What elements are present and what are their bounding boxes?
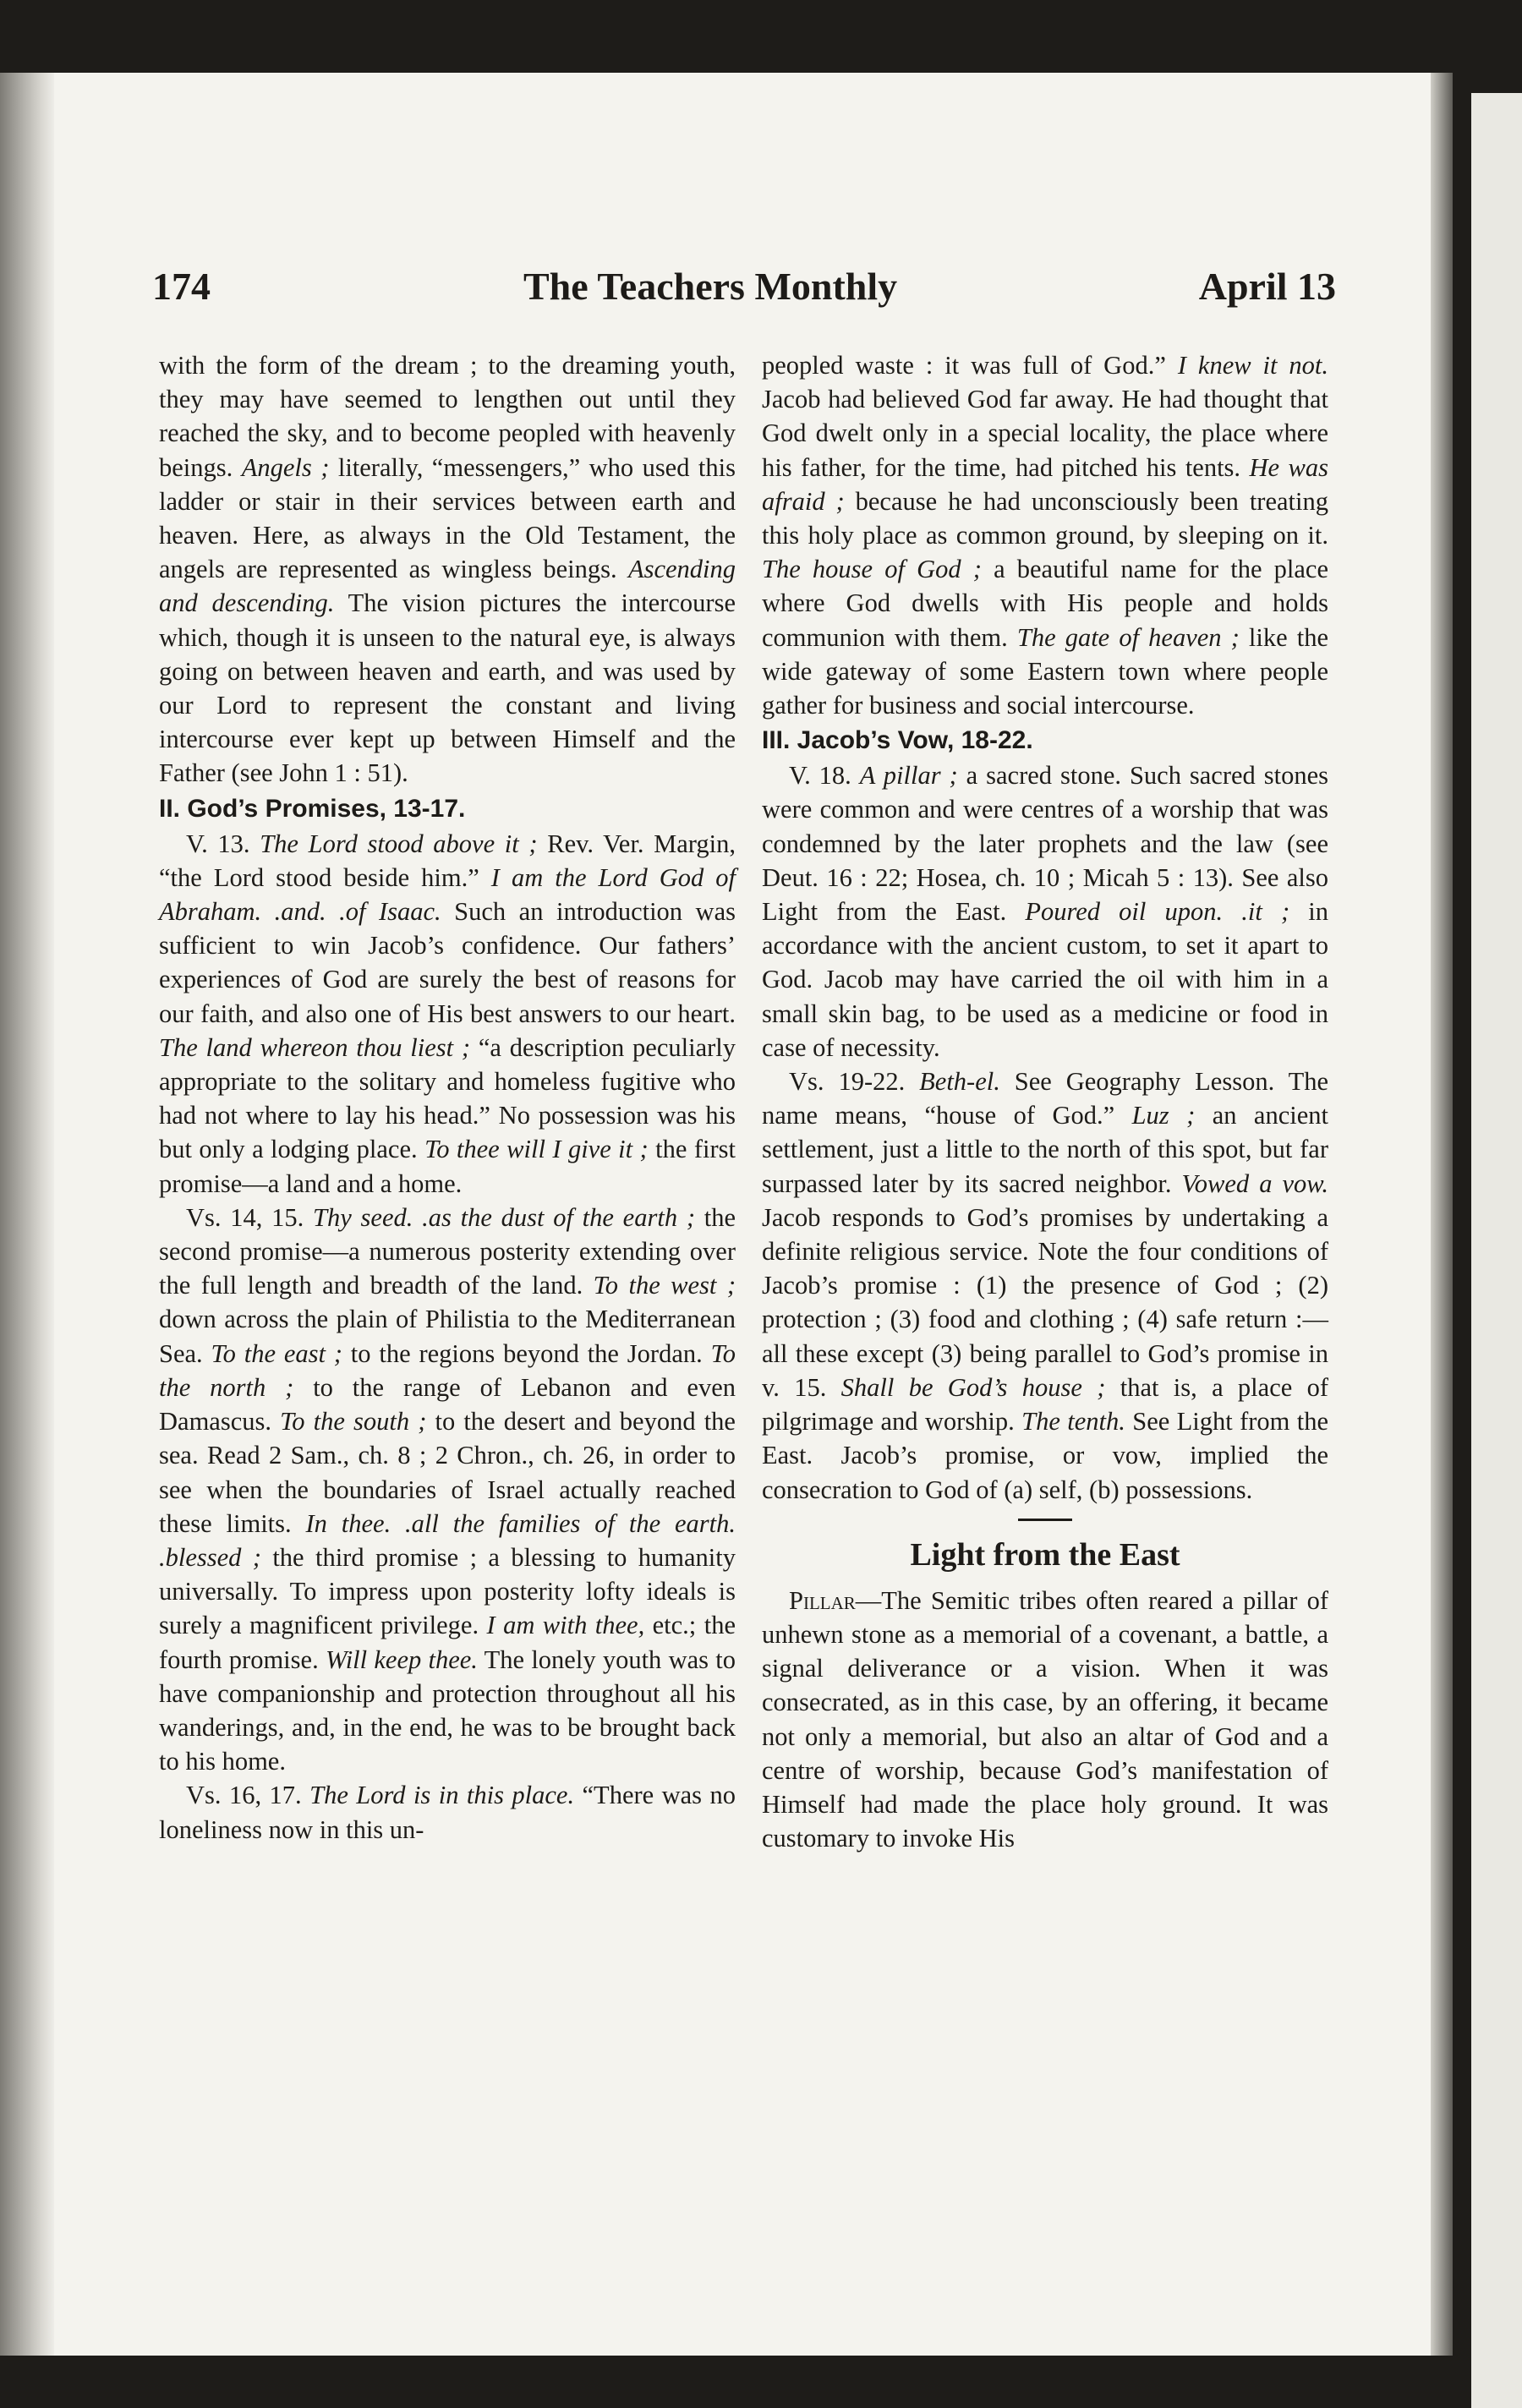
paragraph: Vs. 16, 17. The Lord is in this place. “There was no loneliness now in this un-	[159, 1781, 736, 1844]
issue-date: April 13	[1198, 265, 1336, 308]
right-column	[762, 348, 1328, 1855]
paragraph: V. 13. The Lord stood above it ; Rev. Ver. Margin, “the Lord stood beside him.” I am the Lord God of Abraham. .and. .of Isaac. Such an introduction was sufficient to win Jacob’s confidence. Our fathers’ experiences of God are surely the best of reasons for our faith, and also one of His best answers to our heart. The land whereon thou liest ; “a description peculiarly appropriate to the solitary and homeless fugitive who had not where to lay his head.” No possession was his but only a lodging place. To thee will I give it ; the first promise—a land and a home.	[159, 829, 736, 1198]
book-spine-shadow	[0, 73, 54, 2356]
paragraph: Vs. 19-22. Beth-el. See Geography Lesson. The name means, “house of God.” Luz ; an ancient settlement, just a little to the north of this spot, but far surpassed later by its sacred neighbor. Vowed a vow. Jacob responds to God’s promises by undertaking a definite religious service. Note the four conditions of Jacob’s promise : (1) the presence of God ; (2) protection ; (3) food and clothing ; (4) safe return :—all these except (3) being parallel to God’s promise in v. 15. Shall be God’s house ; that is, a place of pilgrimage and worship. The tenth. See Light from the East. Jacob’s promise, or vow, implied the consecration to God of (a) self, (b) possessions.	[762, 1067, 1328, 1504]
section-heading: II. God’s Promises, 13-17.	[159, 794, 466, 823]
paragraph: peopled waste : it was full of God.” I knew it not. Jacob had believed God far away. He had thought that God dwelt only in a special locality, the place where his father, for the time, had pitched his tents. He was afraid ; because he had unconsciously been treating this holy place as common ground, by sleeping on it. The house of God ; a beautiful name for the place where God dwells with His people and holds communion with them. The gate of heaven ; like the wide gateway of some Eastern town where people gather for business and social intercourse.	[762, 351, 1329, 720]
section-heading: III. Jacob’s Vow, 18-22.	[762, 726, 1033, 755]
section-divider	[1018, 1519, 1072, 1521]
page-number: 174	[152, 265, 211, 308]
paragraph: with the form of the dream ; to the dreaming youth, they may have seemed to lengthen out until they reached the sky, and to become peopled with heavenly beings. Angels ; literally, “messengers,” who used this ladder or stair in their services between earth and heaven. Here, as always in the Old Testament, the angels are represented as wingless beings. Ascending and descending. The vision pictures the intercourse which, though it is unseen to the natural eye, is always going on between heaven and earth, and was used by our Lord to represent the constant and living intercourse ever kept up between Himself and the Father (see John 1 : 51).	[159, 351, 736, 788]
paragraph: V. 18. A pillar ; a sacred stone. Such sacred stones were common and were centres of a worship that was condemned by the later prophets and the law (see Deut. 16 : 22; Hosea, ch. 10 ; Micah 5 : 13). See also Light from the East. Poured oil upon. .it ; in accordance with the ancient custom, to set it apart to God. Jacob may have carried the oil with him in a small skin bag, to be used as a medicine or food in case of necessity.	[762, 761, 1328, 1062]
next-page-edge	[1471, 93, 1522, 2408]
left-column	[159, 348, 736, 1847]
running-header	[152, 264, 1336, 323]
paragraph: Pillar—The Semitic tribes often reared a pillar of unhewn stone as a memorial of a covenant, a battle, a signal deliverance or a vision. When it was consecrated, as in this case, by an offering, it became not only a memorial, but also an altar of God and a centre of worship, because God’s manifestation of Himself had made the place holy ground. It was customary to invoke His	[762, 1585, 1328, 1853]
section-title: Light from the East	[910, 1536, 1180, 1573]
paragraph: Vs. 14, 15. Thy seed. .as the dust of the earth ; the second promise—a numerous posterity extending over the full length and breadth of the land. To the west ; down across the plain of Philistia to the Mediterranean Sea. To the east ; to the regions beyond the Jordan. To the north ; to the range of Lebanon and even Damascus. To the south ; to the desert and beyond the sea. Read 2 Sam., ch. 8 ; 2 Chron., ch. 26, in order to see when the boundaries of Israel actually reached these limits. In thee. .all the families of the earth. .blessed ; the third promise ; a blessing to humanity universally. To impress upon posterity lofty ideals is surely a magnificent privilege. I am with thee, etc.; the fourth promise. Will keep thee. The lonely youth was to have companionship and protection throughout all his wanderings, and, in the end, he was to be brought back to his home.	[159, 1202, 736, 1776]
page-edge-shadow	[1431, 73, 1453, 2356]
journal-title: The Teachers Monthly	[523, 265, 898, 308]
